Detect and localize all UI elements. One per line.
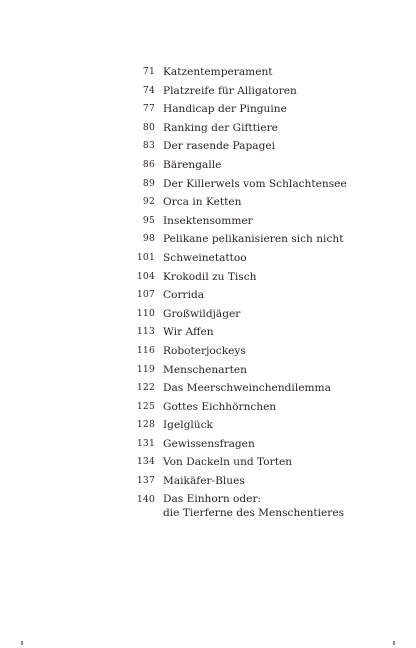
chapter-title: Schweinetattoo bbox=[163, 251, 247, 264]
chapter-title: Handicap der Pinguine bbox=[163, 103, 287, 116]
page-number: 101 bbox=[136, 251, 155, 263]
chapter-title: Bärengalle bbox=[163, 158, 222, 171]
page-number: 119 bbox=[136, 363, 155, 375]
page-number: 122 bbox=[136, 382, 155, 394]
toc-entry bbox=[0, 379, 416, 398]
toc-entry bbox=[0, 416, 416, 435]
chapter-title: Katzentemperament bbox=[163, 66, 273, 78]
toc-entry bbox=[0, 323, 416, 342]
chapter-title: Der rasende Papagei bbox=[163, 140, 276, 153]
page-number: 116 bbox=[136, 344, 155, 356]
toc-entry bbox=[0, 305, 416, 324]
page-number: 104 bbox=[136, 270, 155, 282]
toc-entry bbox=[0, 100, 416, 119]
page-number: 71 bbox=[142, 66, 155, 77]
chapter-title: Der Killerwels vom Schlachtensee bbox=[163, 177, 347, 190]
table-of-contents bbox=[0, 63, 416, 519]
page-number: 98 bbox=[142, 233, 155, 245]
page-number: 92 bbox=[142, 196, 155, 208]
page-number: 89 bbox=[142, 177, 155, 189]
chapter-title: Roboterjockeys bbox=[163, 344, 246, 357]
toc-entry bbox=[0, 175, 416, 194]
toc-entry bbox=[0, 472, 416, 491]
chapter-title: Igelglück bbox=[163, 419, 213, 432]
chapter-title: Pelikane pelikanisieren sich nicht bbox=[163, 233, 344, 246]
chapter-title: Orca in Ketten bbox=[163, 196, 242, 209]
chapter-title: Krokodil zu Tisch bbox=[163, 270, 257, 283]
chapter-title: Großwildjäger bbox=[163, 307, 241, 320]
toc-entry bbox=[0, 286, 416, 305]
page-number: 80 bbox=[142, 121, 155, 133]
page-number: 131 bbox=[136, 437, 155, 449]
toc-entry bbox=[0, 398, 416, 417]
chapter-title: Gewissensfragen bbox=[163, 437, 255, 450]
toc-entry bbox=[0, 435, 416, 454]
toc-entry bbox=[0, 361, 416, 380]
right-edge-mark bbox=[393, 641, 395, 645]
chapter-title: Ranking der Gifttiere bbox=[163, 121, 278, 134]
toc-entry bbox=[0, 212, 416, 231]
toc-entry bbox=[0, 156, 416, 175]
page-number: 134 bbox=[136, 456, 155, 468]
chapter-title: Platzreife für Alligatoren bbox=[163, 84, 297, 97]
toc-entry bbox=[0, 119, 416, 138]
page-number: 113 bbox=[136, 326, 155, 338]
chapter-title: Von Dackeln und Torten bbox=[163, 456, 293, 469]
chapter-title-line-2: die Tierferne des Menschentieres bbox=[163, 506, 345, 519]
page-number: 74 bbox=[142, 84, 155, 96]
chapter-title: Insektensommer bbox=[163, 214, 253, 227]
left-edge-mark bbox=[21, 641, 23, 645]
chapter-title: Gottes Eichhörnchen bbox=[163, 400, 277, 413]
page-number: 140 bbox=[136, 493, 155, 505]
page-number: 137 bbox=[136, 475, 155, 487]
chapter-title: Das Meerschweinchendilemma bbox=[163, 382, 331, 395]
chapter-title: Menschenarten bbox=[163, 363, 247, 376]
page-number: 86 bbox=[142, 158, 155, 170]
page-number: 107 bbox=[136, 289, 155, 301]
toc-entry bbox=[0, 230, 416, 249]
toc-entry bbox=[0, 82, 416, 101]
page-number: 128 bbox=[136, 419, 155, 431]
chapter-title: Wir Affen bbox=[163, 326, 214, 339]
page-number: 95 bbox=[142, 214, 155, 226]
chapter-title: Corrida bbox=[163, 289, 205, 302]
page-number: 83 bbox=[142, 140, 155, 152]
chapter-title: Maikäfer-Blues bbox=[163, 475, 245, 488]
toc-entry bbox=[0, 342, 416, 361]
toc-entry bbox=[0, 193, 416, 212]
page-number: 77 bbox=[142, 103, 155, 115]
toc-entry bbox=[0, 63, 416, 82]
toc-entry bbox=[0, 268, 416, 287]
page-number: 125 bbox=[136, 400, 155, 412]
chapter-title-line-1: Das Einhorn oder: bbox=[163, 493, 262, 506]
toc-entry bbox=[0, 137, 416, 156]
chapter-title bbox=[163, 491, 344, 521]
toc-entry bbox=[0, 249, 416, 268]
toc-entry bbox=[0, 453, 416, 472]
page-number: 110 bbox=[136, 307, 155, 319]
